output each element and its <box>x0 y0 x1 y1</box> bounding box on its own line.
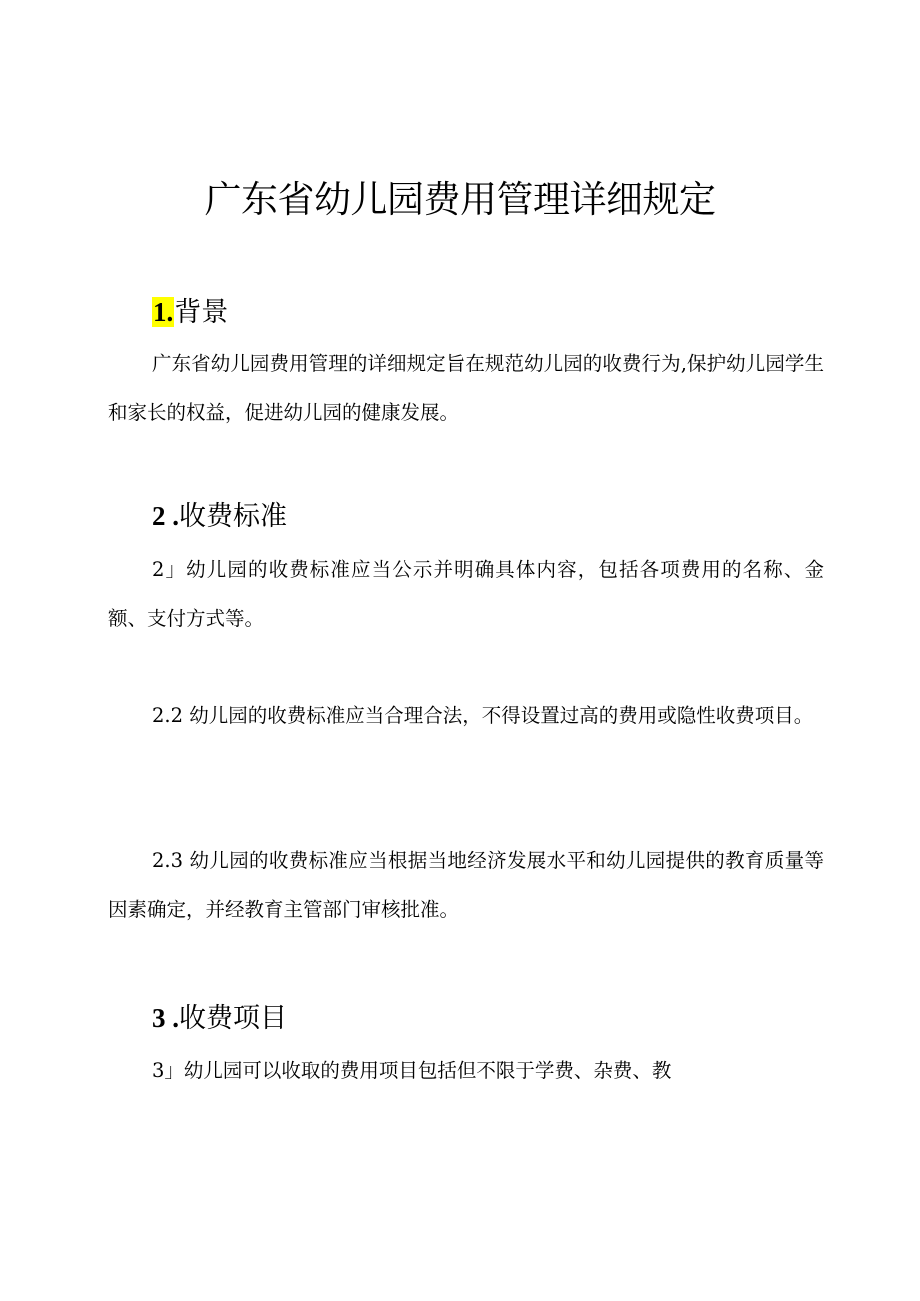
paragraph-3-1: 3」幼儿园可以收取的费用项目包括但不限于学费、杂费、教 <box>152 1059 672 1082</box>
section-number: 3 . <box>152 1003 179 1033</box>
paragraph-2-3: 2.3 幼儿园的收费标准应当根据当地经济发展水平和幼儿园提供的教育质量等因素确定，并经教育主管部门审核批准。 <box>108 849 824 921</box>
section-title: 收费项目 <box>179 1003 287 1034</box>
section-title: 背景 <box>174 297 229 328</box>
section-heading-fee-items <box>152 998 287 1039</box>
section-title: 收费标准 <box>179 501 287 532</box>
paragraph-background: 广东省幼儿园费用管理的详细规定旨在规范幼儿园的收费行为,保护幼儿园学生和家长的权益，促进幼儿园的健康发展。 <box>108 352 824 424</box>
section-number: 2 . <box>152 501 179 531</box>
section-number: 1. <box>153 297 174 327</box>
paragraph-2-2: 2.2 幼儿园的收费标准应当合理合法，不得设置过高的费用或隐性收费项目。 <box>152 704 814 727</box>
section-heading-fee-standard <box>152 496 287 537</box>
section-heading-background <box>152 292 228 333</box>
document-title: 广东省幼儿园费用管理详细规定 <box>204 178 716 221</box>
paragraph-2-1: 2」幼儿园的收费标准应当公示并明确具体内容，包括各项费用的名称、金额、支付方式等。 <box>108 558 824 630</box>
